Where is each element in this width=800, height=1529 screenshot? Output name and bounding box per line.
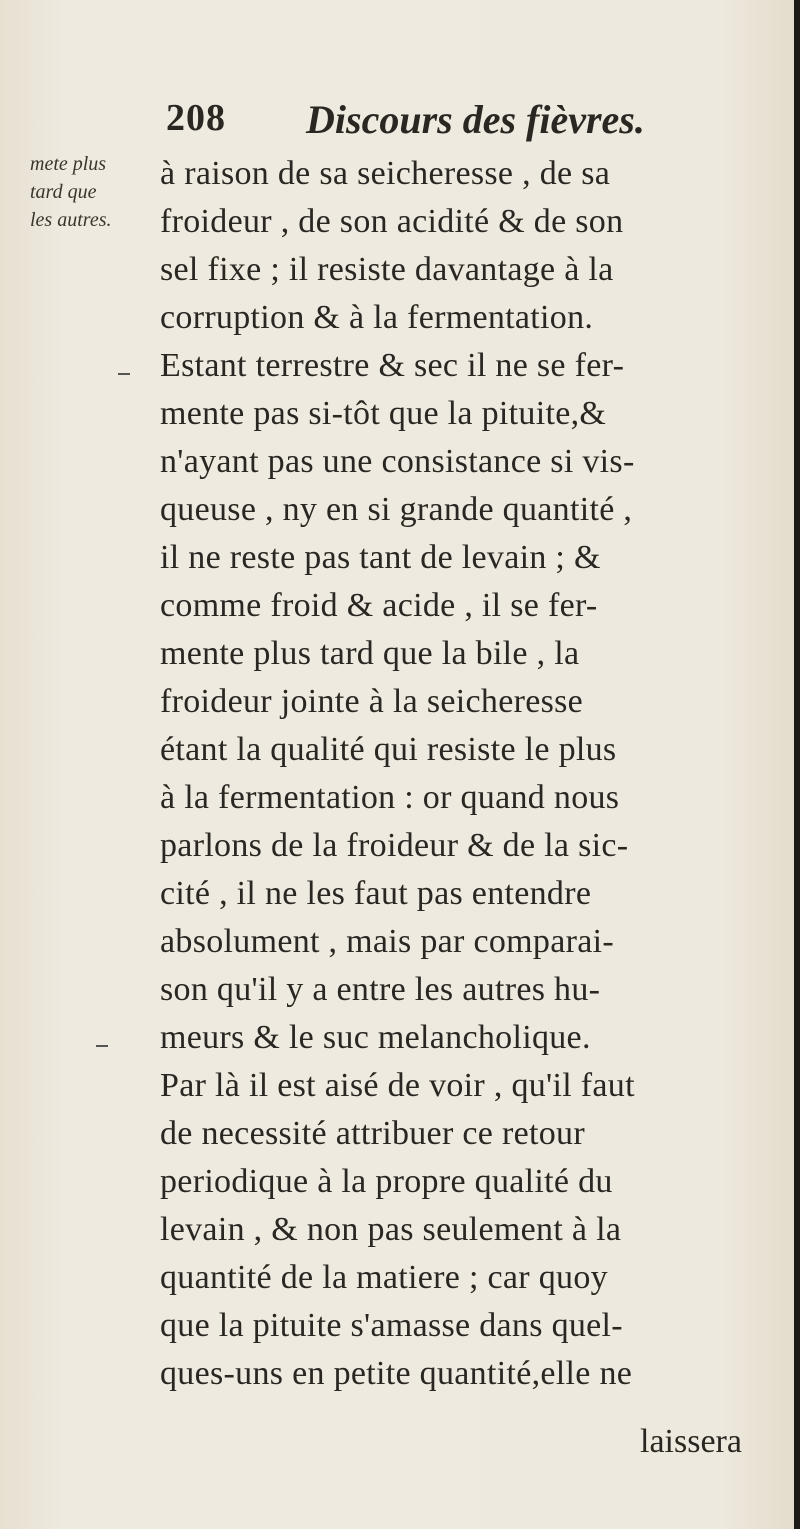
text-line: à raison de sa seicheresse , de sa bbox=[160, 155, 611, 192]
text-line: Par là il est aisé de voir , qu'il faut bbox=[160, 1067, 635, 1104]
text-line: son qu'il y a entre les autres hu- bbox=[160, 971, 601, 1008]
text-line: ques-uns en petite quantité,elle ne bbox=[160, 1355, 633, 1392]
marginal-note bbox=[30, 150, 160, 234]
text-line: comme froid & acide , il se fer- bbox=[160, 587, 598, 624]
page-header bbox=[166, 96, 726, 146]
body-text bbox=[160, 150, 760, 1398]
page-number: 208 bbox=[166, 97, 226, 139]
page-edge-shadow bbox=[794, 0, 800, 1529]
running-title: Discours des fièvres. bbox=[306, 97, 645, 142]
text-line: sel fixe ; il resiste davantage à la bbox=[160, 251, 614, 288]
marginal-note-line: les autres. bbox=[30, 209, 112, 231]
text-line: étant la qualité qui resiste le plus bbox=[160, 731, 617, 768]
text-line: Estant terrestre & sec il ne se fer- bbox=[160, 347, 625, 384]
text-line: parlons de la froideur & de la sic- bbox=[160, 827, 629, 864]
catchword: laissera bbox=[640, 1423, 742, 1460]
marginal-note-line: mete plus bbox=[30, 153, 107, 175]
text-line: periodique à la propre qualité du bbox=[160, 1163, 613, 1200]
text-line: corruption & à la fermentation. bbox=[160, 299, 594, 336]
text-line: de necessité attribuer ce retour bbox=[160, 1115, 585, 1152]
text-line: queuse , ny en si grande quantité , bbox=[160, 491, 633, 528]
text-line: mente plus tard que la bile , la bbox=[160, 635, 580, 672]
margin-mark bbox=[96, 1045, 108, 1047]
text-line: froideur jointe à la seicheresse bbox=[160, 683, 584, 720]
text-line: froideur , de son acidité & de son bbox=[160, 203, 624, 240]
text-line: absolument , mais par comparai- bbox=[160, 923, 614, 960]
marginal-note-line: tard que bbox=[30, 181, 97, 203]
text-line: cité , il ne les faut pas entendre bbox=[160, 875, 592, 912]
text-line: à la fermentation : or quand nous bbox=[160, 779, 620, 816]
margin-mark bbox=[118, 373, 130, 375]
text-line: n'ayant pas une consistance si vis- bbox=[160, 443, 635, 480]
text-line: quantité de la matiere ; car quoy bbox=[160, 1259, 608, 1296]
text-line: mente pas si-tôt que la pituite,& bbox=[160, 395, 607, 432]
text-line: il ne reste pas tant de levain ; & bbox=[160, 539, 601, 576]
text-line: meurs & le suc melancholique. bbox=[160, 1019, 591, 1056]
text-line: que la pituite s'amasse dans quel- bbox=[160, 1307, 623, 1344]
text-line: levain , & non pas seulement à la bbox=[160, 1211, 622, 1248]
